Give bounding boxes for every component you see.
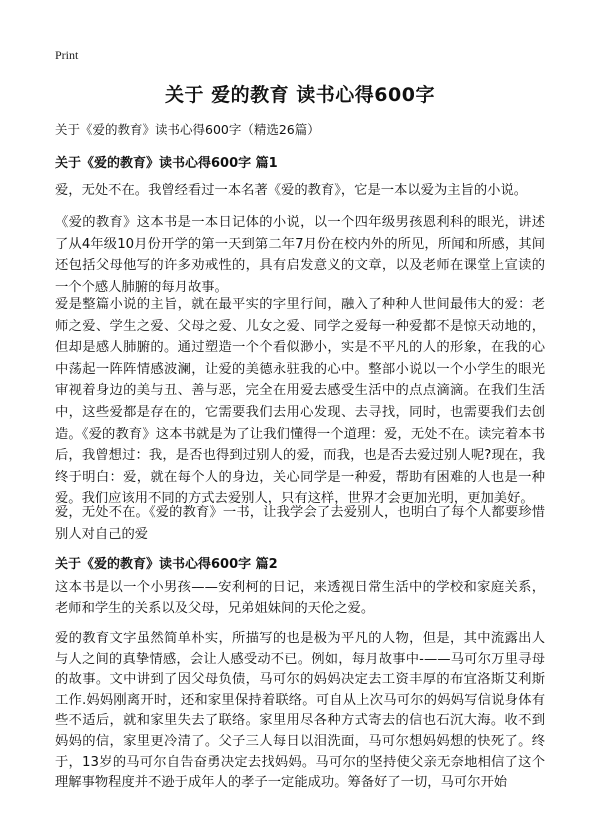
paragraph: 爱，无处不在。《爱的教育》一书，让我学会了去爱别人，也明白了每个人都要珍惜别人对自己的爱 [55,505,545,542]
print-label[interactable]: Print [55,48,79,62]
document-title: 关于 爱的教育 读书心得600字 [165,84,435,106]
document-subtitle: 关于《爱的教育》读书心得600字（精选26篇） [55,122,320,137]
paragraph: 爱是整篇小说的主旨，就在最平实的字里行间，融入了种种人世间最伟大的爱：老师之爱、学生之爱、父母之爱、儿女之爱、同学之爱每一种爱都不是惊天动地的，但却是感人肺腑的。通过塑造一个个看似渺小，实是不平凡的人的形象，在我的心中荡起一阵阵情感波澜，让爱的美德永驻我的心中。整部小说以一个小学生的眼光审视着身边的美与丑、善与恶，完全在用爱去感受生活中的点点滴滴。在我们生活中，这些爱都是存在的，它需要我们去用心发现、去寻找，同时，也需要我们去创造。《爱的教育》这本书就是为了让我们懂得一个道理：爱，无处不在。读完着本书后，我曾想过：我，是否也得到过别人的爱，而我，也是否去爱过别人呢?现在，我终于明白：爱，就在每个人的身边，关心同学是一种爱，帮助有困难的人也是一种爱。我们应该用不同的方式去爱别人，只有这样，世界才会更加光明，更加美好。 [55,297,545,507]
section-heading-2: 关于《爱的教育》读书心得600字 篇2 [55,557,278,572]
paragraph: 爱，无处不在。我曾经看过一本名著《爱的教育》，它是一本以爱为主旨的小说。 [55,183,528,198]
paragraph: 《爱的教育》这本书是一本日记体的小说，以一个四年级男孩恩利科的眼光，讲述了从4年级10月份开学的第一天到第二年7月份在校内外的所见，所闻和所感，其间还包括父母他写的许多劝戒性的，具有启发意义的文章，以及老师在课堂上宣读的一个个感人肺腑的每月故事。 [55,215,545,295]
section-heading-1: 关于《爱的教育》读书心得600字 篇1 [55,156,278,171]
paragraph: 爱的教育文字虽然简单朴实，所描写的也是极为平凡的人物，但是，其中流露出人与人之间的真挚情感，会让人感受动不已。例如，每月故事中-——马可尔万里寻母的故事。文中讲到了因父母负债，马可尔的妈妈决定去工资丰厚的布宜洛斯艾利斯工作.妈妈刚离开时，还和家里保持着联络。可自从上次马可尔的妈妈写信说身体有些不适后，就和家里失去了联络。家里用尽各种方式寄去的信也石沉大海。收不到妈妈的信，家里更冷清了。父子三人每日以泪洗面，马可尔想妈妈想的快死了。终于，13岁的马可尔自告奋勇决定去找妈妈。马可尔的坚持使父亲无奈地相信了这个理解事物程度并不逊于成年人的孝子一定能成功。筹备好了一切，马可尔开始 [55,631,545,791]
paragraph: 这本书是以一个小男孩——安利柯的日记，来透视日常生活中的学校和家庭关系，老师和学生的关系以及父母，兄弟姐妹间的天伦之爱。 [55,580,545,616]
